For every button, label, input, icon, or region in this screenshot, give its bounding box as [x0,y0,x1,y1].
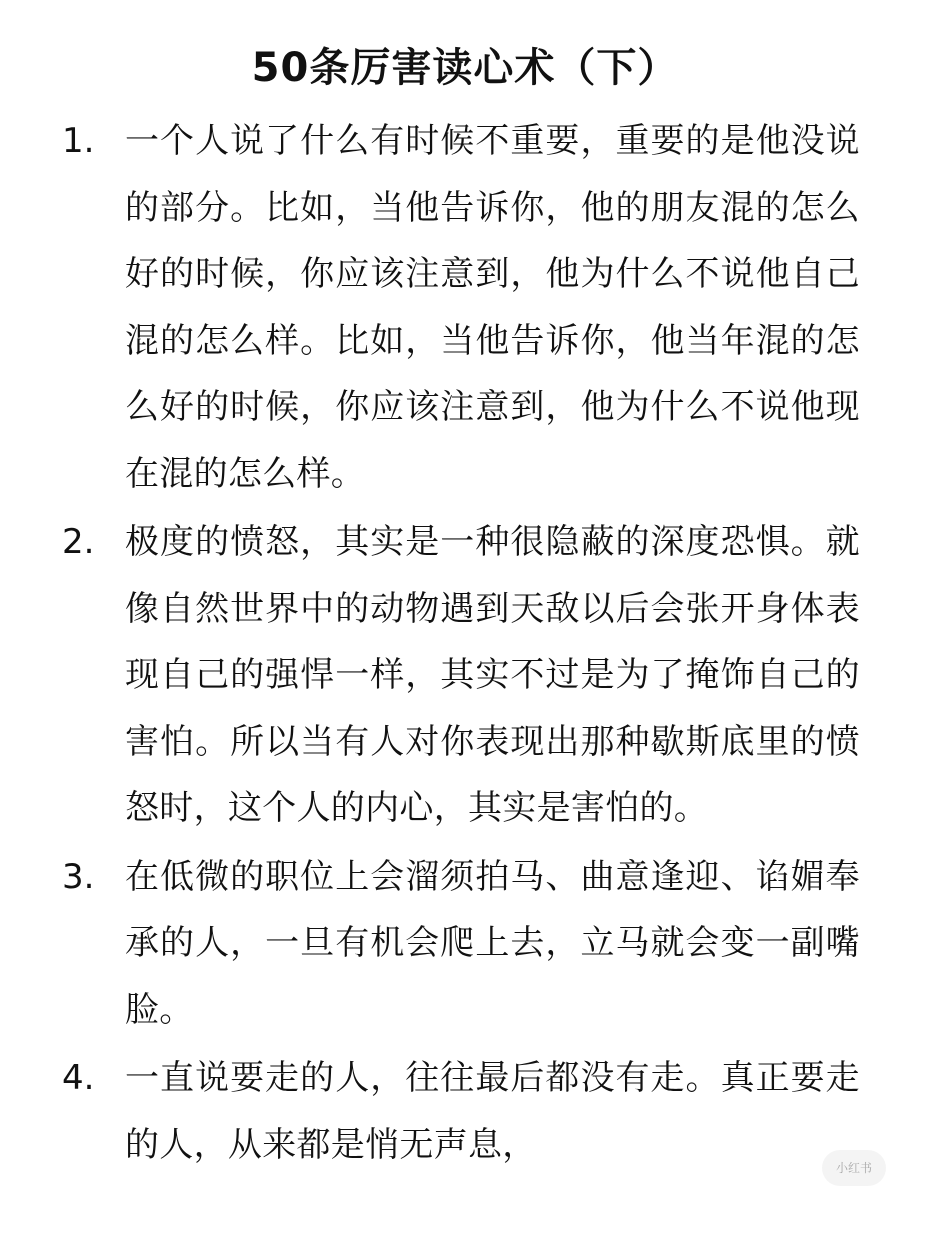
page-title: 50条厉害读心术（下） [251,45,679,91]
list-item-text: 极度的愤怒，其实是一种很隐蔽的深度恐惧。就像自然世界中的动物遇到天敌以后会张开身体表现自己的强悍一样，其实不过是为了掩饰自己的害怕。所以当有人对你表现出那种歇斯底里的愤怒时，这个人的内心，其实是害怕的。 [125,522,860,828]
numbered-list [0,108,930,1180]
list-item-number: 2. [62,522,95,562]
list-item [0,844,930,1044]
list-item [0,1045,930,1178]
list-item-text: 在低微的职位上会溜须拍马、曲意逢迎、谄媚奉承的人，一旦有机会爬上去，立马就会变一副嘴脸。 [125,856,860,1030]
list-item-number: 3. [62,856,95,897]
list-item-number: 1. [62,121,95,161]
list-item-text: 一直说要走的人，往往最后都没有走。真正要走的人，从来都是悄无声息， [125,1058,860,1165]
list-item [0,108,930,507]
watermark-logo: 小红书 [822,1150,886,1186]
list-item [0,509,930,842]
list-item-number: 4. [62,1058,95,1098]
list-item-text: 一个人说了什么有时候不重要，重要的是他没说的部分。比如，当他告诉你，他的朋友混的怎么好的时候，你应该注意到，他为什么不说他自己混的怎么样。比如，当他告诉你，他当年混的怎么好的时候，你应该注意到，他为什么不说他现在混的怎么样。 [125,121,860,494]
